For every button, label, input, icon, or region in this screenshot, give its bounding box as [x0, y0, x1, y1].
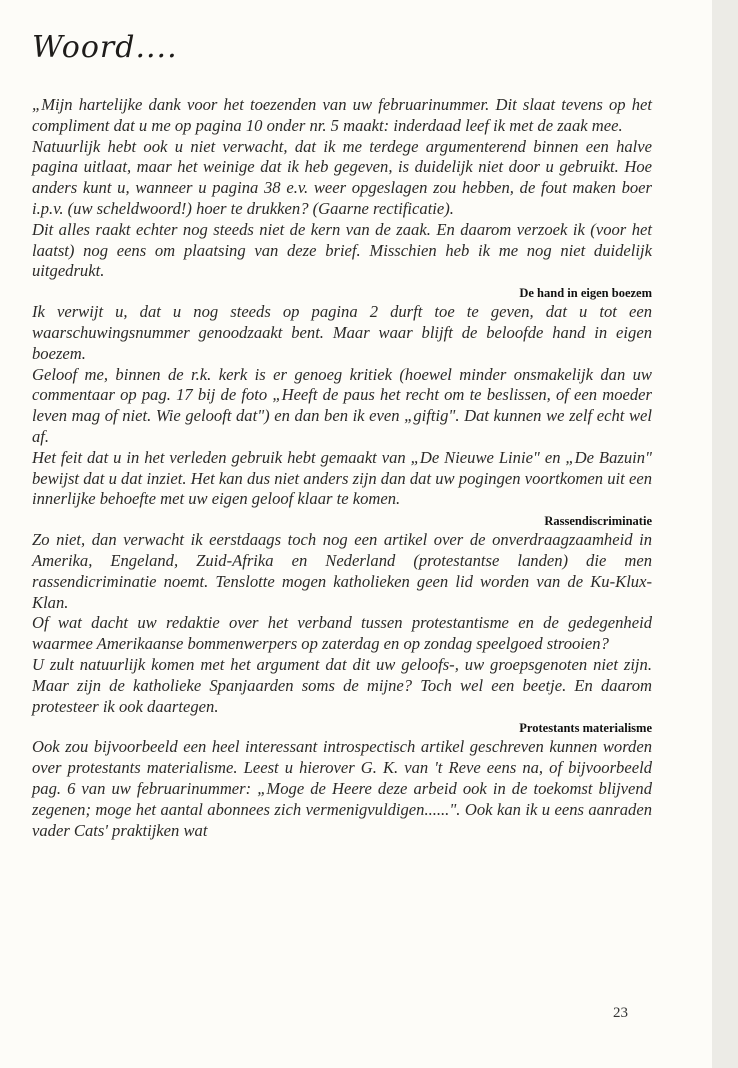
paragraph: U zult natuurlijk komen met het argument dat dit uw geloofs-, uw groepsgenoten niet zijn. Maar zijn de katholieke Spanjaarden soms de mijne? Toch wel een beetje. En daarom protesteer ik ook daartegen.: [32, 654, 652, 716]
paragraph: Geloof me, binnen de r.k. kerk is er genoeg kritiek (hoewel minder onsmakelijk dan uw commentaar op pag. 17 bij de foto „Heeft de paus het recht om te beslissen, of een moeder leven mag of niet. Wie gelooft dat") en dan ben ik even „giftig". Dat kunnen we zelf echt wel af.: [32, 364, 652, 446]
paragraph: Dit alles raakt echter nog steeds niet de kern van de zaak. En daarom verzoek ik (voor het laatst) nog eens om plaatsing van deze brief. Misschien heb ik me nog niet duidelijk uitgedrukt.: [32, 219, 652, 281]
paragraph: Het feit dat u in het verleden gebruik hebt gemaakt van „De Nieuwe Linie" en „De Bazuin" bewijst dat u dat inziet. Het kan dus niet anders zijn dan dat uw pogingen voortkomen uit een innerlijke behoefte met uw eigen geloof klaar te komen.: [32, 447, 652, 509]
page-heading: Woord....: [32, 30, 178, 65]
paragraph: Zo niet, dan verwacht ik eerstdaags toch nog een artikel over de onverdraagzaamheid in Amerika, Engeland, Zuid-Afrika en Nederland (protestantse landen) die men rassendicriminatie noemt. Tenslotte mogen katholieken geen lid worden van de Ku-Klux-Klan.: [32, 530, 652, 612]
section-heading-protestants-materialisme: Protestants materialisme: [519, 721, 652, 736]
section-heading-hand-in-eigen-boezem: De hand in eigen boezem: [519, 286, 652, 301]
section-heading-rassendiscriminatie: Rassendiscriminatie: [544, 514, 652, 529]
paragraph: Of wat dacht uw redaktie over het verband tussen protestantisme en de gedegenheid waarmee Amerikaanse bommenwerpers op zaterdag en op zondag speelgoed strooien?: [32, 613, 652, 654]
paragraph: „Mijn hartelijke dank voor het toezenden van uw februarinummer. Dit slaat tevens op het compliment dat u me op pagina 10 onder nr. 5 maakt: inderdaad leef ik met de zaak mee.: [32, 95, 652, 135]
paragraph: Ook zou bijvoorbeeld een heel interessant introspectisch artikel geschreven kunnen worden over protestants materialisme. Leest u hierover G. K. van 't Reve eens na, of bijvoorbeeld pag. 6 van uw februarinummer: „Moge de Heere deze arbeid ook in de toekomst blijvend zegenen; moge het aantal abonnees zich vermenigvuldigen......". Ook kan ik u eens aanraden vader Cats' praktijken wat: [32, 737, 652, 840]
letter-body: [32, 95, 652, 841]
paragraph: Ik verwijt u, dat u nog steeds op pagina 2 durft toe te geven, dat u tot een waarschuwingsnummer genoodzaakt bent. Maar waar blijft de beloofde hand in eigen boezem.: [32, 302, 652, 363]
paragraph: Natuurlijk hebt ook u niet verwacht, dat ik me terdege argumenterend binnen een halve pagina uitlaat, maar het weinige dat ik heb gegeven, is duidelijk niet door u gebruikt. Hoe anders kunt u, wanneer u pagina 38 e.v. weer opgeslagen zou hebben, de fout maken boer i.p.v. (uw scheldwoord!) hoer te drukken? (Gaarne rectificatie).: [32, 136, 652, 218]
page-edge: [712, 0, 738, 1068]
page-number: 23: [613, 1005, 628, 1021]
